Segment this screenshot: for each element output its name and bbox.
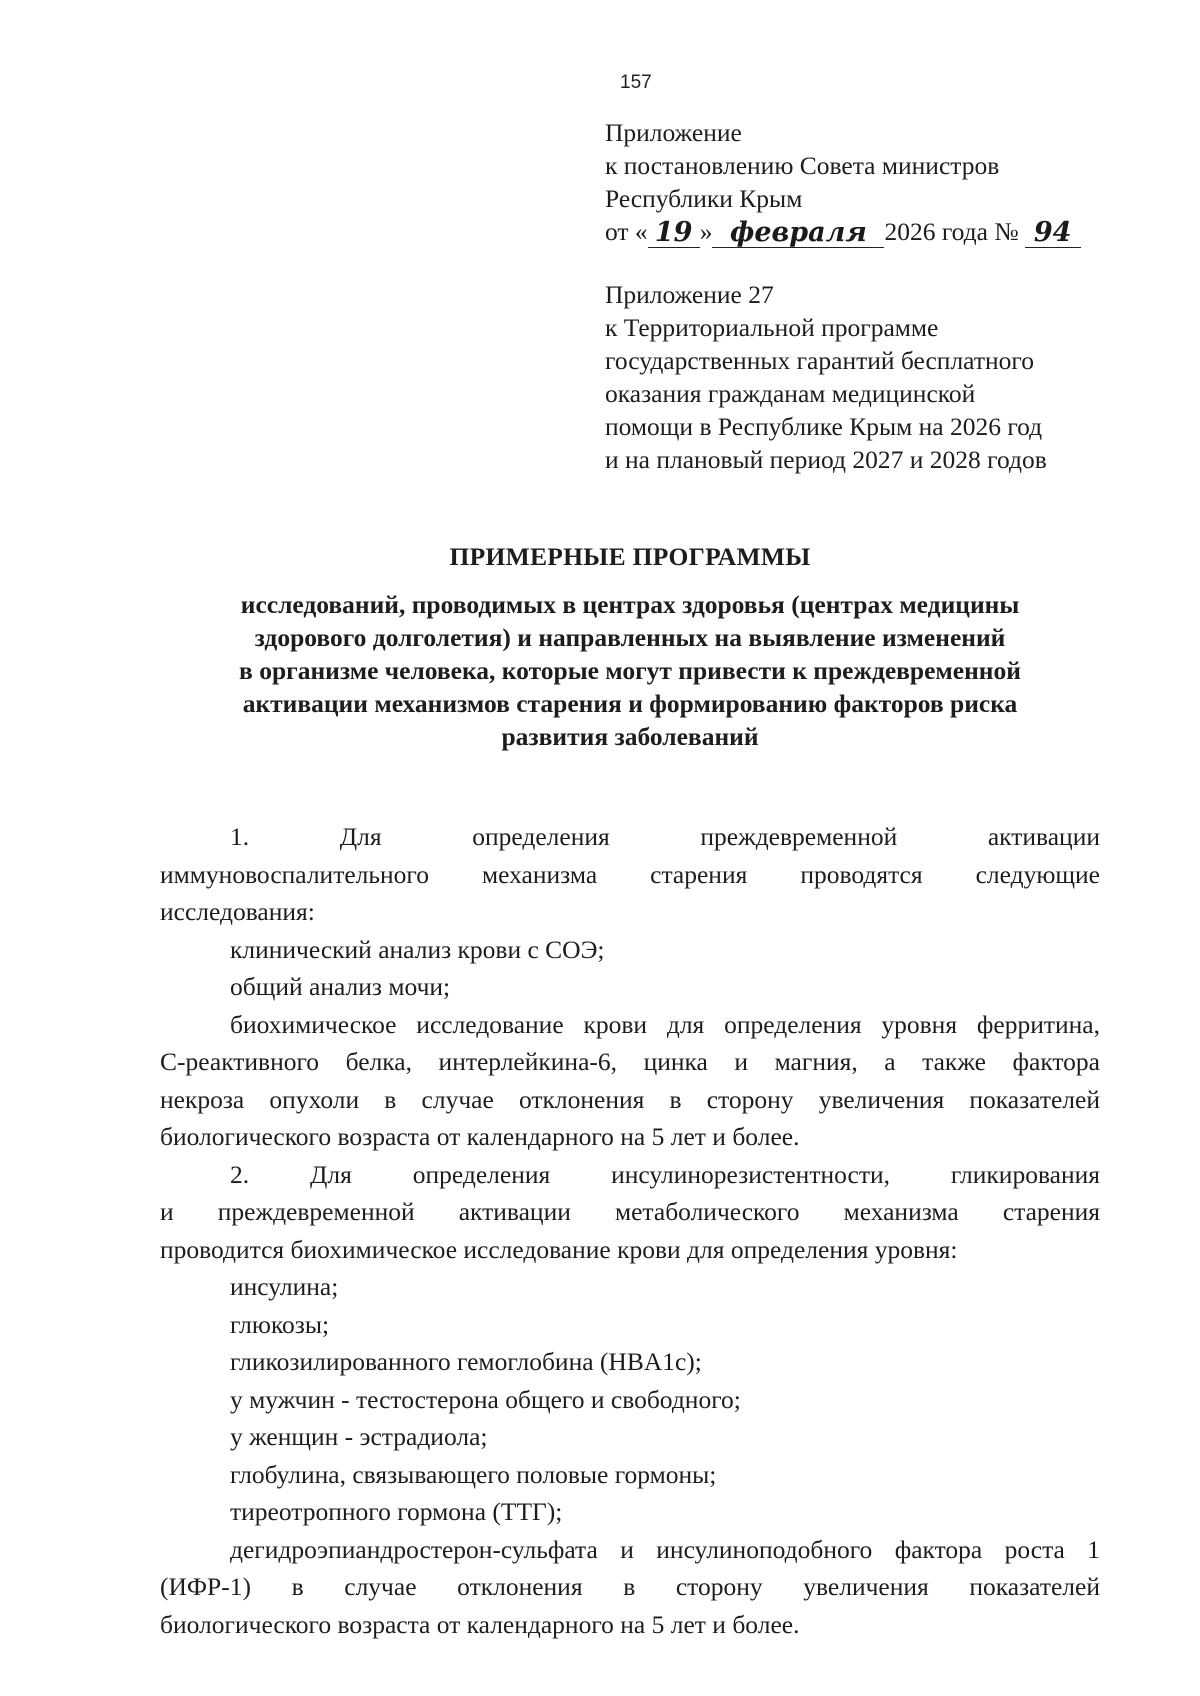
list-item: глобулина, связывающего половые гормоны; — [230, 1459, 717, 1489]
list-item: у женщин - эстрадиола; — [230, 1422, 488, 1451]
handwritten-decree-number: 94 — [1025, 219, 1081, 248]
handwritten-day: 19 — [648, 219, 700, 248]
paragraph-1-bio-line: биохимическое исследование крови для определения уровня ферритина, — [230, 1009, 1100, 1039]
paragraph-1-line: иммуновоспалительного механизма старения проводятся следующие — [160, 859, 1100, 889]
paragraph-1-bio-line: некроза опухоли в случае отклонения в сторону увеличения показателей — [160, 1084, 1100, 1114]
paragraph-2-last-line: (ИФР-1) в случае отклонения в сторону увеличения показателей — [160, 1572, 1100, 1601]
list-item: глюкозы; — [230, 1309, 330, 1339]
approval-line: Приложение — [605, 118, 742, 147]
program-note-line: Приложение 27 — [605, 280, 774, 309]
paragraph-1-bio-line: С-реактивного белка, интерлейкина-6, цинка и магния, а также фактора — [160, 1047, 1100, 1076]
program-note-line: помощи в Республике Крым на 2026 год — [605, 412, 1043, 441]
paragraph-2-line: и преждевременной активации метаболического механизма старения — [160, 1197, 1100, 1226]
page-number: 157 — [620, 72, 652, 93]
approval-date-line — [605, 215, 1125, 248]
list-item: гликозилированного гемоглобина (HBA1c); — [230, 1347, 702, 1376]
subtitle-line: в организме человека, которые могут привести к преждевременной — [239, 656, 1021, 685]
approval-line: Республики Крым — [605, 184, 803, 213]
program-appendix-note — [605, 278, 1165, 476]
paragraph-1-line: 1. Для определения преждевременной активации — [230, 822, 1100, 851]
list-item: тиреотропного гормона (ТТГ); — [230, 1497, 563, 1526]
subtitle-line: здорового долголетия) и направленных на выявление изменений — [254, 623, 1006, 652]
approval-header — [605, 116, 1125, 248]
list-item: у мужчин - тестостерона общего и свободного; — [230, 1384, 741, 1414]
list-item: общий анализ мочи; — [230, 972, 451, 1001]
date-prefix: от « — [605, 217, 648, 246]
list-item: клинический анализ крови с СОЭ; — [230, 934, 605, 964]
handwritten-month: февраля — [712, 219, 884, 248]
list-item: инсулина; — [230, 1272, 339, 1301]
document-subtitle — [160, 588, 1100, 753]
date-mid: » — [699, 217, 713, 246]
paragraph-2-line: 2. Для определения инсулинорезистентности, гликирования — [230, 1159, 1100, 1189]
paragraph-2-last-line: дегидроэпиандростерон-сульфата и инсулиноподобного фактора роста 1 — [230, 1534, 1100, 1564]
program-note-line: государственных гарантий бесплатного — [605, 346, 1034, 375]
paragraph-1-line: исследования: — [160, 897, 315, 926]
document-body — [160, 818, 1100, 1643]
approval-line: к постановлению Совета министров — [605, 151, 1000, 180]
paragraph-2-line: проводится биохимическое исследование крови для определения уровня: — [160, 1234, 958, 1264]
document-title: ПРИМЕРНЫЕ ПРОГРАММЫ — [449, 542, 811, 571]
paragraph-1-bio-line: биологического возраста от календарного на 5 лет и более. — [160, 1122, 800, 1151]
program-note-line: оказания гражданам медицинской — [605, 379, 976, 408]
subtitle-line: исследований, проводимых в центрах здоровья (центрах медицины — [240, 590, 1020, 619]
subtitle-line: активации механизмов старения и формированию факторов риска — [242, 689, 1018, 718]
date-suffix: 2026 года № — [884, 217, 1019, 246]
program-note-line: и на плановый период 2027 и 2028 годов — [605, 445, 1047, 474]
paragraph-2-last-line: биологического возраста от календарного на 5 лет и более. — [160, 1609, 800, 1639]
subtitle-line: развития заболеваний — [501, 722, 759, 751]
program-note-line: к Территориальной программе — [605, 313, 939, 342]
